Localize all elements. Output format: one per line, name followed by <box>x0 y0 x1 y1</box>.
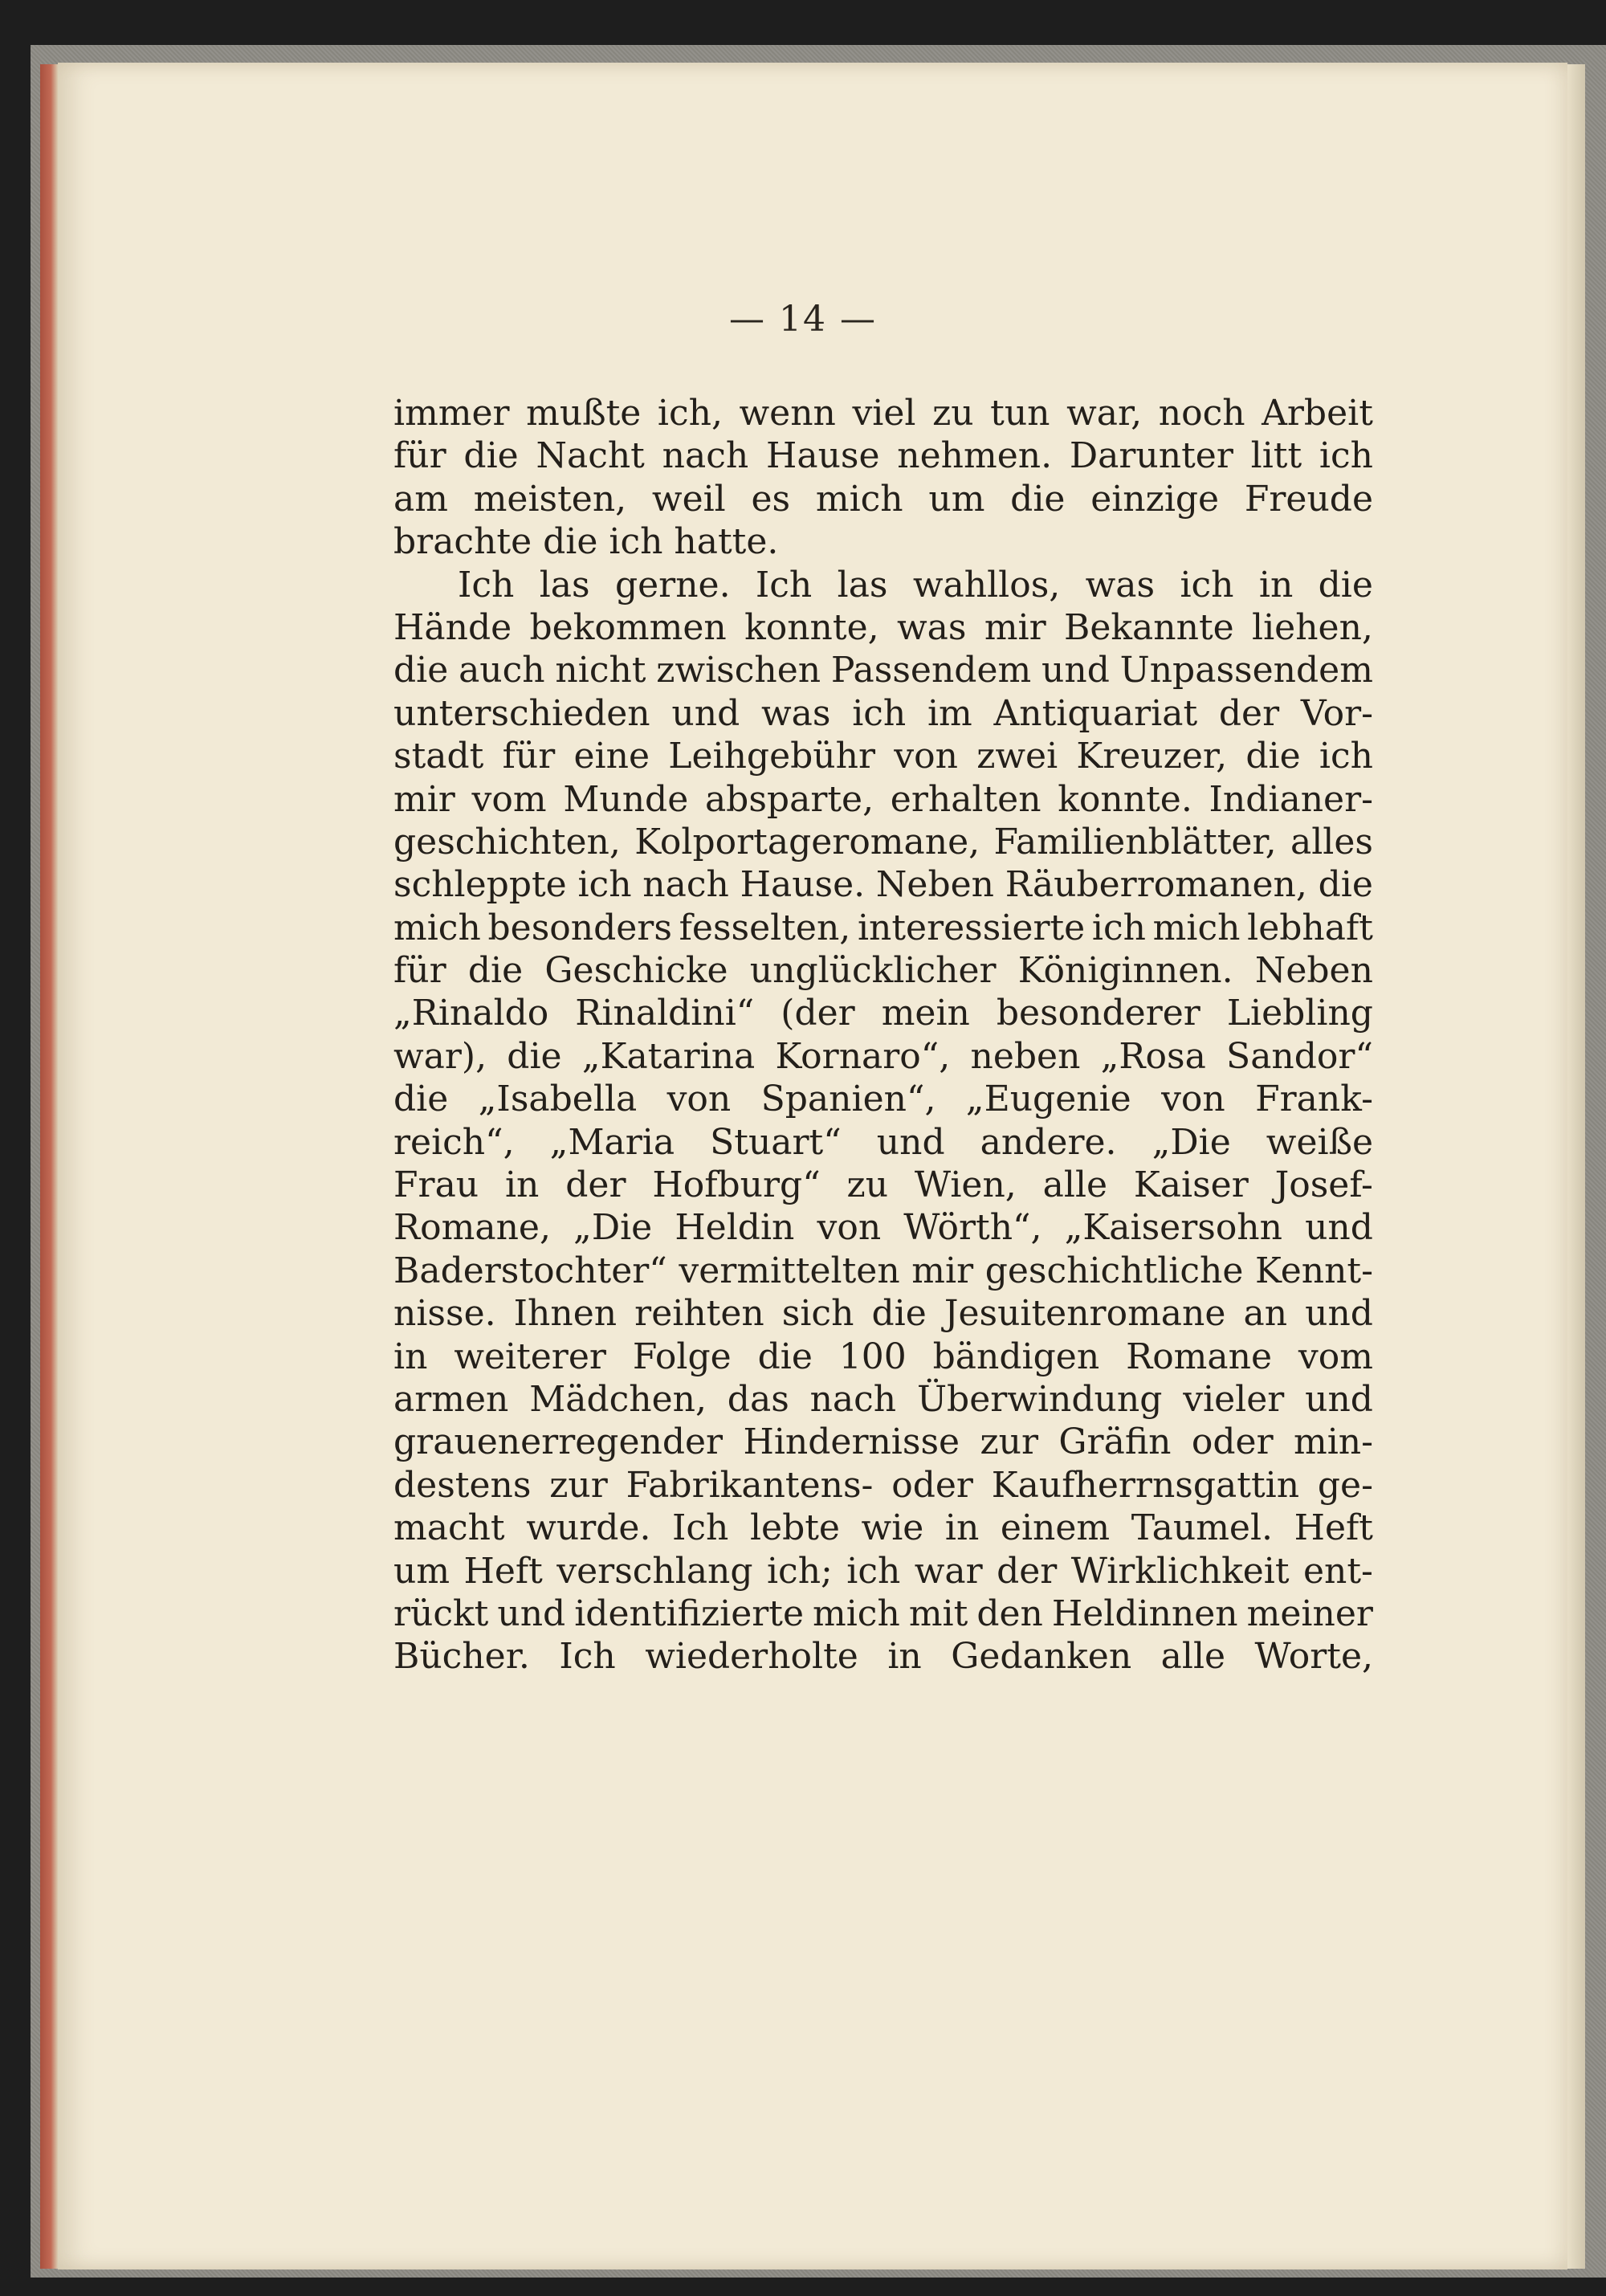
word: macht <box>393 1507 505 1549</box>
word: und <box>1305 1378 1373 1420</box>
word: wie <box>861 1507 924 1549</box>
word: mir <box>911 1250 974 1291</box>
word: der <box>1218 692 1280 734</box>
word: wenn <box>739 393 836 434</box>
word: ge- <box>1317 1464 1373 1506</box>
word: liehen, <box>1252 606 1373 648</box>
word: Unpassendem <box>1119 650 1373 691</box>
word: und <box>671 692 740 734</box>
word: weiße <box>1266 1121 1373 1163</box>
word: den <box>976 1593 1043 1634</box>
text-line <box>393 564 1373 606</box>
word: Ich <box>672 1507 729 1549</box>
word: am <box>393 478 448 520</box>
word: geschichtliche <box>984 1250 1244 1291</box>
word: ich <box>577 864 632 906</box>
word: Munde <box>563 778 689 820</box>
word: Jesuitenromane <box>944 1293 1226 1335</box>
word: Kaiser <box>1133 1164 1249 1206</box>
word: min- <box>1294 1421 1373 1463</box>
word: wahllos, <box>912 564 1061 606</box>
word: in <box>1258 564 1294 606</box>
word: Wien, <box>914 1164 1017 1206</box>
word: ich <box>1091 907 1146 948</box>
text-line <box>393 992 1373 1034</box>
word: Liebling <box>1226 993 1373 1034</box>
word: Gedanken <box>951 1636 1132 1678</box>
word: nach <box>642 864 729 906</box>
word: für <box>393 435 446 477</box>
word: einem <box>1000 1507 1111 1549</box>
text-line <box>393 1078 1373 1120</box>
word: Romane <box>1126 1336 1273 1377</box>
word: die <box>507 1035 562 1077</box>
word: auch <box>459 650 545 691</box>
word: Bücher. <box>393 1636 530 1678</box>
word: Fabrikantens- <box>626 1464 874 1506</box>
word: und <box>1305 1207 1373 1249</box>
word: Neben <box>1254 950 1373 992</box>
word: Räuberromanen, <box>1005 864 1307 906</box>
word: mir <box>984 606 1046 648</box>
word: Gräfin <box>1058 1421 1172 1463</box>
word: nach <box>662 435 749 477</box>
word: um <box>393 1550 450 1592</box>
word: Ich <box>458 564 515 606</box>
word: las <box>539 564 590 606</box>
word: eine <box>573 736 650 777</box>
word: Heft <box>1294 1507 1373 1549</box>
word: Frau <box>393 1164 479 1206</box>
word: und <box>876 1121 945 1163</box>
word: ich <box>1319 736 1373 777</box>
word: Freude <box>1244 478 1373 520</box>
word: für <box>393 950 446 992</box>
text-line <box>393 1593 1373 1635</box>
word: Kolportageromane, <box>634 821 980 863</box>
word: armen <box>393 1378 509 1420</box>
word: die <box>393 1079 449 1120</box>
word: immer <box>393 393 510 434</box>
word: war), <box>393 1035 487 1077</box>
word: Darunter <box>1069 435 1233 477</box>
word: Kaufherrnsgattin <box>991 1464 1300 1506</box>
word: Hofburg“ <box>652 1164 821 1206</box>
word: „Die <box>1152 1121 1231 1163</box>
word: Hindernisse <box>743 1421 960 1463</box>
word: mich <box>813 1593 900 1634</box>
word: vieler <box>1183 1378 1285 1420</box>
word: Spanien“, <box>760 1079 936 1120</box>
word: in <box>944 1507 980 1549</box>
word: und <box>1041 650 1110 691</box>
word: gerne. <box>614 564 731 606</box>
word: die <box>1318 864 1373 906</box>
word: Kreuzer, <box>1076 736 1228 777</box>
word: oder <box>891 1464 973 1506</box>
word: die <box>871 1293 927 1335</box>
word: „Rosa <box>1100 1035 1206 1077</box>
word: nach <box>809 1378 897 1420</box>
word: im <box>927 692 972 734</box>
text-line <box>393 1507 1373 1549</box>
text-line <box>393 778 1373 821</box>
word: neben <box>970 1035 1081 1077</box>
word: Kennt- <box>1255 1250 1373 1291</box>
word: und <box>1305 1293 1373 1335</box>
word: von <box>817 1207 882 1249</box>
word: konnte. <box>1058 778 1192 820</box>
word: Antiquariat <box>993 692 1198 734</box>
word: Wörth“, <box>903 1207 1042 1249</box>
word: was <box>896 606 967 648</box>
word: vermittelten <box>679 1250 900 1291</box>
word: reihten <box>634 1293 764 1335</box>
word: „Eugenie <box>965 1079 1131 1120</box>
word: ich <box>1319 435 1373 477</box>
word: fesselten, <box>679 907 851 948</box>
word: Bekannte <box>1064 606 1234 648</box>
word: reich“, <box>393 1121 515 1163</box>
word: alle <box>1160 1636 1226 1678</box>
word: Stuart“ <box>710 1121 842 1163</box>
word: geschichten, <box>393 821 621 863</box>
text-line <box>393 1635 1373 1678</box>
text-line <box>393 1421 1373 1463</box>
word: Mädchen, <box>529 1378 707 1420</box>
page-edge-right <box>1567 64 1585 2269</box>
word: verschlang <box>556 1550 753 1592</box>
word: Geschicke <box>544 950 728 992</box>
word: Sandor“ <box>1226 1035 1373 1077</box>
word: die <box>1245 736 1301 777</box>
word: von <box>666 1079 732 1120</box>
text-line <box>393 1292 1373 1335</box>
word: Josef- <box>1274 1164 1373 1206</box>
word: Ihnen <box>513 1293 618 1335</box>
text-line <box>393 907 1373 949</box>
text-line <box>393 478 1373 520</box>
word: das <box>727 1378 789 1420</box>
word: wiederholte <box>645 1636 858 1678</box>
word: Nacht <box>536 435 645 477</box>
word: Kornaro“, <box>775 1035 951 1077</box>
word: Hause <box>765 435 880 477</box>
word: es <box>751 478 791 520</box>
word: die <box>463 435 519 477</box>
word: „Rinaldo <box>393 993 549 1034</box>
word: zur <box>549 1464 608 1506</box>
text-line <box>393 821 1373 863</box>
word: die <box>393 650 449 691</box>
word: der <box>565 1164 626 1206</box>
word: zu <box>846 1164 889 1206</box>
word: mich <box>393 907 481 948</box>
page-number: — 14 — <box>729 299 877 340</box>
word: ich, <box>657 393 723 434</box>
word: Hände <box>393 606 512 648</box>
text-line <box>393 606 1373 649</box>
word: weil <box>651 478 726 520</box>
text-line <box>393 1550 1373 1593</box>
word: war, <box>1066 393 1143 434</box>
word: mein <box>881 993 970 1034</box>
word: Heft <box>463 1550 543 1592</box>
word: litt <box>1250 435 1302 477</box>
word: ich <box>846 1550 901 1592</box>
word: was <box>1085 564 1156 606</box>
word: Leihgebühr <box>668 736 875 777</box>
word: besonderer <box>996 993 1200 1034</box>
word: Rinaldini“ <box>575 993 755 1034</box>
word: weiterer <box>454 1336 606 1377</box>
text-line <box>393 649 1373 691</box>
word: mit <box>908 1593 968 1634</box>
word: von <box>894 736 958 777</box>
word: „Isabella <box>478 1079 638 1120</box>
word: in <box>504 1164 540 1206</box>
word: Romane, <box>393 1207 551 1249</box>
page-edge-left <box>40 64 58 2269</box>
word: interessierte <box>857 907 1086 948</box>
text-line <box>393 1378 1373 1421</box>
word: viel <box>852 393 916 434</box>
word: absparte, <box>704 778 874 820</box>
word: die <box>467 950 524 992</box>
text-line <box>393 1206 1373 1249</box>
word: Königinnen. <box>1017 950 1233 992</box>
word: Heldin <box>675 1207 795 1249</box>
word: einzige <box>1090 478 1220 520</box>
word: bekommen <box>529 606 727 648</box>
word: meiner <box>1246 1593 1373 1634</box>
word: Baderstochter“ <box>393 1250 667 1291</box>
word: die <box>757 1336 813 1377</box>
word: ent- <box>1302 1550 1373 1592</box>
word: noch <box>1158 393 1245 434</box>
word: Ich <box>755 564 813 606</box>
word: andere. <box>980 1121 1117 1163</box>
word: Wirklichkeit <box>1070 1550 1290 1592</box>
word: nisse. <box>393 1293 496 1335</box>
word: nicht <box>555 650 646 691</box>
text-line <box>393 1464 1373 1507</box>
word: (der <box>781 993 855 1034</box>
text-line <box>393 392 1373 434</box>
word: vom <box>1298 1336 1373 1377</box>
word: war <box>914 1550 983 1592</box>
text-line <box>393 863 1373 906</box>
word: der <box>997 1550 1058 1592</box>
word: grauenerregender <box>393 1421 724 1463</box>
word: zu <box>932 393 974 434</box>
word: „Die <box>573 1207 653 1249</box>
word: alles <box>1290 821 1373 863</box>
word: mir <box>393 778 455 820</box>
word: bändigen <box>932 1336 1100 1377</box>
word: lebhaft <box>1247 907 1373 948</box>
word: identifizierte <box>574 1593 804 1634</box>
word: vom <box>471 778 547 820</box>
text-line <box>393 735 1373 777</box>
word: unglücklicher <box>749 950 997 992</box>
word: wurde. <box>526 1507 651 1549</box>
word: alle <box>1042 1164 1108 1206</box>
word: besonders <box>487 907 672 948</box>
word: ich; <box>766 1550 833 1592</box>
word: 100 <box>838 1336 907 1377</box>
word: Frank- <box>1255 1079 1373 1120</box>
word: mich <box>1152 907 1241 948</box>
word: konnte, <box>744 606 879 648</box>
word: erhalten <box>890 778 1041 820</box>
word: in <box>887 1636 922 1678</box>
word: „Kaisersohn <box>1064 1207 1282 1249</box>
word: sich <box>781 1293 854 1335</box>
word: Überwindung <box>916 1378 1163 1420</box>
text-line <box>393 949 1373 992</box>
word: „Katarina <box>581 1035 756 1077</box>
text-line <box>393 1250 1373 1292</box>
word: Folge <box>632 1336 732 1377</box>
word: rückt <box>393 1593 489 1634</box>
word: nehmen. <box>897 435 1053 477</box>
text-line: brachte die ich hatte. <box>393 521 779 563</box>
word: oder <box>1191 1421 1274 1463</box>
word: Hause. <box>740 864 866 906</box>
word: ich <box>1180 564 1234 606</box>
word: Indianer- <box>1209 778 1373 820</box>
text-line <box>393 1336 1373 1378</box>
word: zwei <box>976 736 1058 777</box>
word: schleppte <box>393 864 567 906</box>
word: unterschieden <box>393 692 650 734</box>
text-line <box>393 1035 1373 1078</box>
word: zwischen <box>656 650 821 691</box>
text-line <box>393 1164 1373 1206</box>
word: an <box>1243 1293 1288 1335</box>
word: destens <box>393 1464 532 1506</box>
word: Neben <box>875 864 994 906</box>
word: was <box>760 692 831 734</box>
text-line <box>393 1121 1373 1164</box>
word: die <box>1010 478 1066 520</box>
word: für <box>502 736 556 777</box>
word: tun <box>990 393 1050 434</box>
word: las <box>837 564 888 606</box>
body-text <box>393 392 1373 1678</box>
word: zur <box>980 1421 1039 1463</box>
word: um <box>928 478 985 520</box>
word: Vor- <box>1300 692 1373 734</box>
word: und <box>497 1593 566 1634</box>
text-line <box>393 434 1373 477</box>
word: von <box>1161 1079 1225 1120</box>
word: Familienblätter, <box>993 821 1277 863</box>
word: „Maria <box>549 1121 675 1163</box>
word: meisten, <box>473 478 627 520</box>
word: mußte <box>526 393 642 434</box>
word: Ich <box>559 1636 616 1678</box>
word: ich <box>852 692 907 734</box>
word: stadt <box>393 736 484 777</box>
word: Arbeit <box>1262 393 1373 434</box>
word: Heldinnen <box>1051 1593 1238 1634</box>
word: in <box>393 1336 428 1377</box>
word: Passendem <box>830 650 1032 691</box>
word: lebte <box>749 1507 840 1549</box>
word: die <box>1318 564 1373 606</box>
word: Taumel. <box>1131 1507 1274 1549</box>
word: mich <box>815 478 903 520</box>
word: Worte, <box>1254 1636 1373 1678</box>
text-line <box>393 692 1373 735</box>
